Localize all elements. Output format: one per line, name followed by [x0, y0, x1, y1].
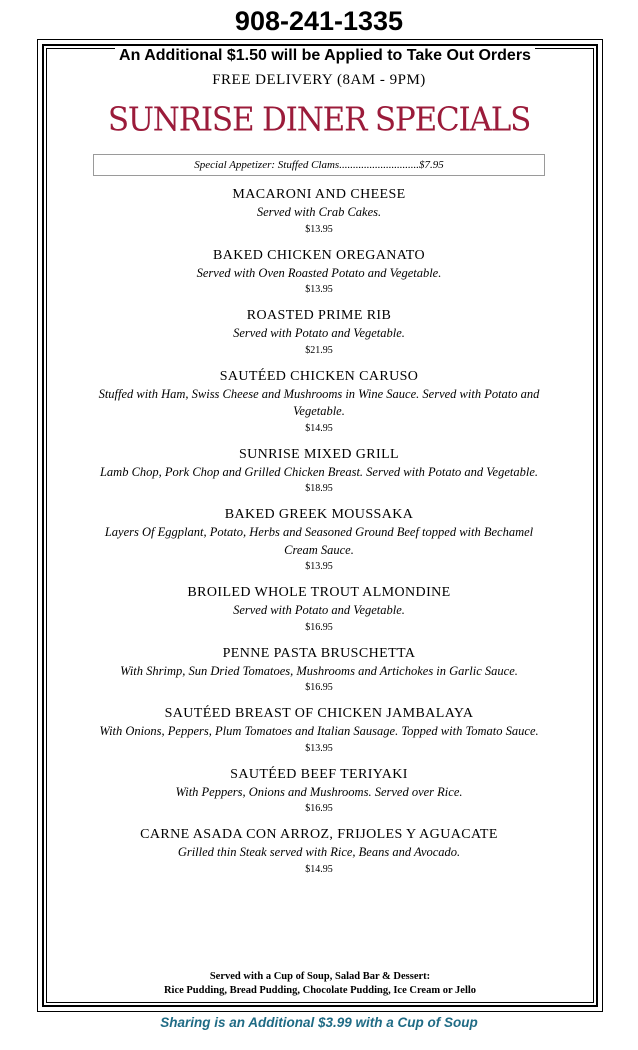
- menu-item-price: $14.95: [305, 422, 333, 434]
- menu-item-name: SAUTÉED BREAST OF CHICKEN JAMBALAYA: [164, 706, 474, 721]
- menu-item-name: PENNE PASTA BRUSCHETTA: [222, 645, 416, 661]
- menu-item-description: Stuffed with Ham, Swiss Cheese and Mushrooms in Wine Sauce. Served with Potato and Vegetable.: [98, 386, 540, 418]
- menu-title: SUNRISE DINER SPECIALS: [107, 101, 531, 139]
- sharing-note: Sharing is an Additional $3.99 with a Cup of Soup: [160, 1015, 478, 1030]
- served-with-note: [50, 970, 590, 998]
- menu-item-price: $16.95: [305, 682, 333, 693]
- menu-item: [90, 186, 548, 238]
- menu-item-description: Layers Of Eggplant, Potato, Herbs and Seasoned Ground Beef topped with Bechamel Cream Sauce.: [104, 525, 534, 557]
- menu-item-price: $16.95: [305, 803, 333, 814]
- menu-item: [90, 368, 548, 437]
- menu-item: [90, 307, 548, 359]
- phone-number: 908-241-1335: [234, 6, 404, 36]
- menu-item: [90, 766, 548, 818]
- menu-item: [90, 705, 548, 757]
- menu-item: [90, 446, 548, 498]
- menu-item: [90, 826, 548, 878]
- menu-item-price: $18.95: [305, 483, 333, 494]
- menu-item-name: BAKED GREEK MOUSSAKA: [224, 507, 414, 522]
- menu-item-price: $13.95: [305, 742, 333, 754]
- menu-item-name: BAKED CHICKEN OREGANATO: [213, 247, 425, 263]
- menu-item: [90, 584, 548, 636]
- menu-item-price: $16.95: [305, 621, 333, 633]
- delivery-hours: FREE DELIVERY (8AM - 9PM): [212, 72, 426, 88]
- menu-item-description: Served with Potato and Vegetable.: [233, 326, 405, 340]
- takeout-note-text: An Additional $1.50 will be Applied to Take Out Orders: [115, 47, 535, 64]
- menu-item-name: SAUTÉED BEEF TERIYAKI: [230, 766, 408, 782]
- special-appetizer-box: [93, 154, 545, 176]
- menu-item-description: With Onions, Peppers, Plum Tomatoes and Italian Sausage. Topped with Tomato Sauce.: [99, 724, 539, 738]
- takeout-note: [0, 47, 638, 65]
- served-with-line-1: Served with a Cup of Soup, Salad Bar & Dessert:: [209, 971, 431, 982]
- menu-item-price: $13.95: [305, 561, 333, 572]
- menu-item-description: Grilled thin Steak served with Rice, Beans and Avocado.: [177, 845, 461, 859]
- menu-item-name: ROASTED PRIME RIB: [246, 308, 392, 323]
- menu-item-description: With Shrimp, Sun Dried Tomatoes, Mushrooms and Artichokes in Garlic Sauce.: [120, 663, 518, 678]
- menu-item-price: $21.95: [305, 344, 333, 356]
- menu-item-name: SAUTÉED CHICKEN CARUSO: [219, 368, 419, 384]
- special-appetizer-text: Special Appetizer: Stuffed Clams.............................$7.95: [194, 159, 444, 171]
- menu-item-description: With Peppers, Onions and Mushrooms. Served over Rice.: [175, 784, 463, 799]
- menu-item-name: MACARONI AND CHEESE: [232, 187, 406, 202]
- menu-item-description: Lamb Chop, Pork Chop and Grilled Chicken Breast. Served with Potato and Vegetable.: [99, 464, 539, 479]
- menu-item: [90, 247, 548, 299]
- menu-item: [90, 506, 548, 575]
- menu-item-description: Served with Oven Roasted Potato and Vegetable.: [196, 265, 442, 280]
- menu-item-price: $13.95: [305, 223, 333, 235]
- menu-item-name: BROILED WHOLE TROUT ALMONDINE: [187, 585, 451, 600]
- served-with-line-2: Rice Pudding, Bread Pudding, Chocolate Pudding, Ice Cream or Jello: [163, 985, 477, 996]
- menu-item-price: $14.95: [305, 863, 333, 875]
- menu-item-name: CARNE ASADA CON ARROZ, FRIJOLES Y AGUACATE: [140, 827, 498, 842]
- menu-item: [90, 645, 548, 697]
- menu-item-name: SUNRISE MIXED GRILL: [238, 446, 400, 462]
- menu-item-description: Served with Potato and Vegetable.: [233, 603, 405, 617]
- menu-item-description: Served with Crab Cakes.: [256, 205, 382, 219]
- menu-item-price: $13.95: [305, 284, 333, 295]
- menu-items-list: [90, 186, 548, 887]
